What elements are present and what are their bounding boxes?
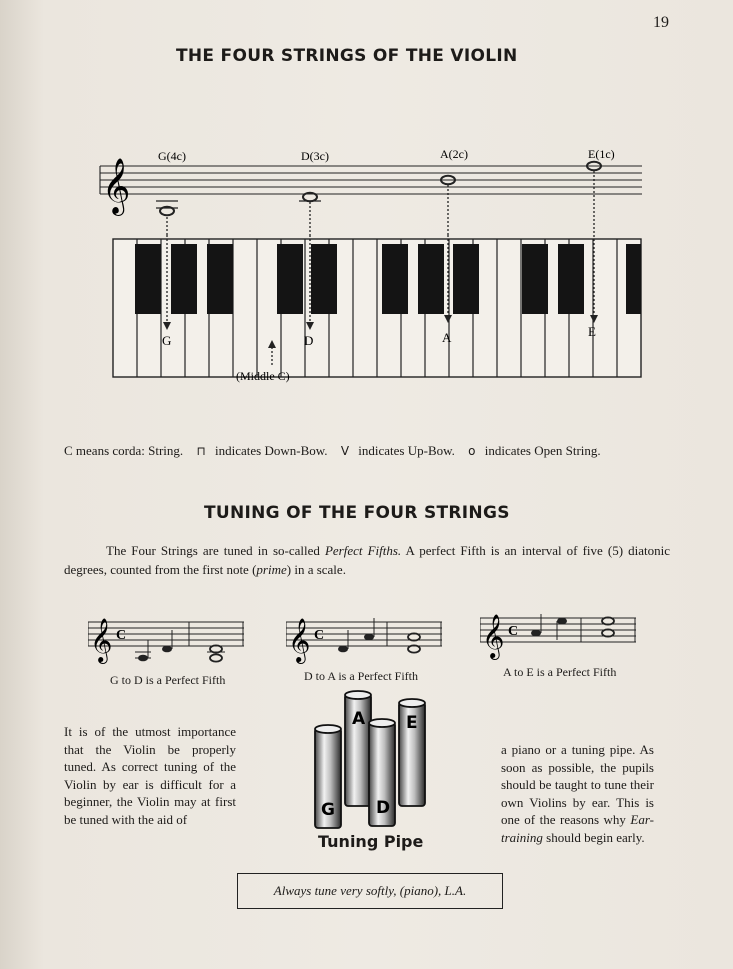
right-text-em: Ear-training bbox=[501, 812, 654, 845]
tuning-pipe-illustration bbox=[306, 684, 436, 832]
piano-keyboard bbox=[112, 235, 644, 385]
tuning-pipe-title: Tuning Pipe bbox=[318, 832, 424, 851]
caption-g-to-d: G to D is a Perfect Fifth bbox=[110, 673, 226, 687]
intro-paragraph bbox=[64, 541, 670, 579]
intro-text-2: A perfect Fifth is an interval of five (5) diatonic degrees, counted from the first note ( bbox=[64, 543, 670, 577]
section-title-four-strings: THE FOUR STRINGS OF THE VIOLIN bbox=[176, 46, 518, 66]
intro-text-3: ) in a scale. bbox=[286, 562, 346, 577]
label-d: D(3c) bbox=[301, 149, 329, 163]
pipe-letter-a: A bbox=[352, 709, 366, 729]
intro-em-prime: prime bbox=[256, 562, 287, 577]
caption-a-to-e: A to E is a Perfect Fifth bbox=[503, 665, 617, 679]
key-label-d: D bbox=[304, 333, 314, 348]
middle-c-label: (Middle C) bbox=[236, 369, 290, 383]
key-label-g: G bbox=[162, 333, 172, 348]
treble-clef-icon: 𝄞 bbox=[102, 158, 131, 214]
left-column-text: It is of the utmost importance that the Violin be properly tuned. As correct tuning of the Violin by ear is difficult for a beginner, the Violin may at first be tuned with the aid of bbox=[64, 724, 236, 827]
legend-corda: C means corda: String. bbox=[64, 443, 184, 458]
strings-staff bbox=[80, 140, 660, 235]
caption-d-to-a: D to A is a Perfect Fifth bbox=[304, 669, 418, 683]
note-g bbox=[156, 201, 178, 215]
svg-text:C: C bbox=[116, 628, 127, 643]
up-bow-icon: V bbox=[340, 444, 350, 458]
treble-clef-icon: 𝄞 bbox=[482, 614, 505, 658]
down-bow-icon: ⊓ bbox=[196, 444, 206, 458]
right-column-text bbox=[501, 741, 654, 846]
open-string-icon: o bbox=[468, 444, 476, 458]
intro-text-1: The Four Strings are tuned in so-called bbox=[106, 543, 325, 558]
pipe-letter-g: G bbox=[321, 800, 335, 820]
label-g: G(4c) bbox=[158, 149, 186, 163]
legend-open-string: indicates Open String. bbox=[484, 443, 601, 458]
treble-clef-icon: 𝄞 bbox=[288, 618, 311, 662]
pipe-letter-d: D bbox=[376, 798, 391, 818]
treble-clef-icon: 𝄞 bbox=[90, 618, 113, 662]
pipe-letter-e: E bbox=[406, 713, 418, 733]
section-title-tuning: TUNING OF THE FOUR STRINGS bbox=[204, 503, 510, 523]
key-label-a: A bbox=[442, 330, 452, 345]
fifth-staff-gd bbox=[88, 612, 248, 672]
label-e: E(1c) bbox=[588, 147, 615, 161]
right-text-1: a piano or a tuning pipe. As soon as possible, the pupils should be taught to tune their own Violins by ear. This is one of the reasons why bbox=[501, 742, 654, 827]
page-number: 19 bbox=[653, 14, 669, 31]
legend-up-bow: indicates Up-Bow. bbox=[358, 443, 455, 458]
svg-text:C: C bbox=[508, 624, 519, 639]
fifth-staff-da bbox=[286, 612, 446, 672]
svg-text:C: C bbox=[314, 628, 325, 643]
key-label-e: E bbox=[588, 324, 596, 339]
fifth-staff-ae bbox=[480, 608, 640, 668]
bowing-legend bbox=[64, 443, 664, 459]
right-text-2: should begin early. bbox=[542, 829, 645, 845]
label-a: A(2c) bbox=[440, 147, 468, 161]
note-box: Always tune very softly, (piano), L.A. bbox=[237, 873, 503, 909]
legend-down-bow: indicates Down-Bow. bbox=[215, 443, 328, 458]
intro-em-perfect-fifths: Perfect Fifths. bbox=[324, 543, 402, 558]
